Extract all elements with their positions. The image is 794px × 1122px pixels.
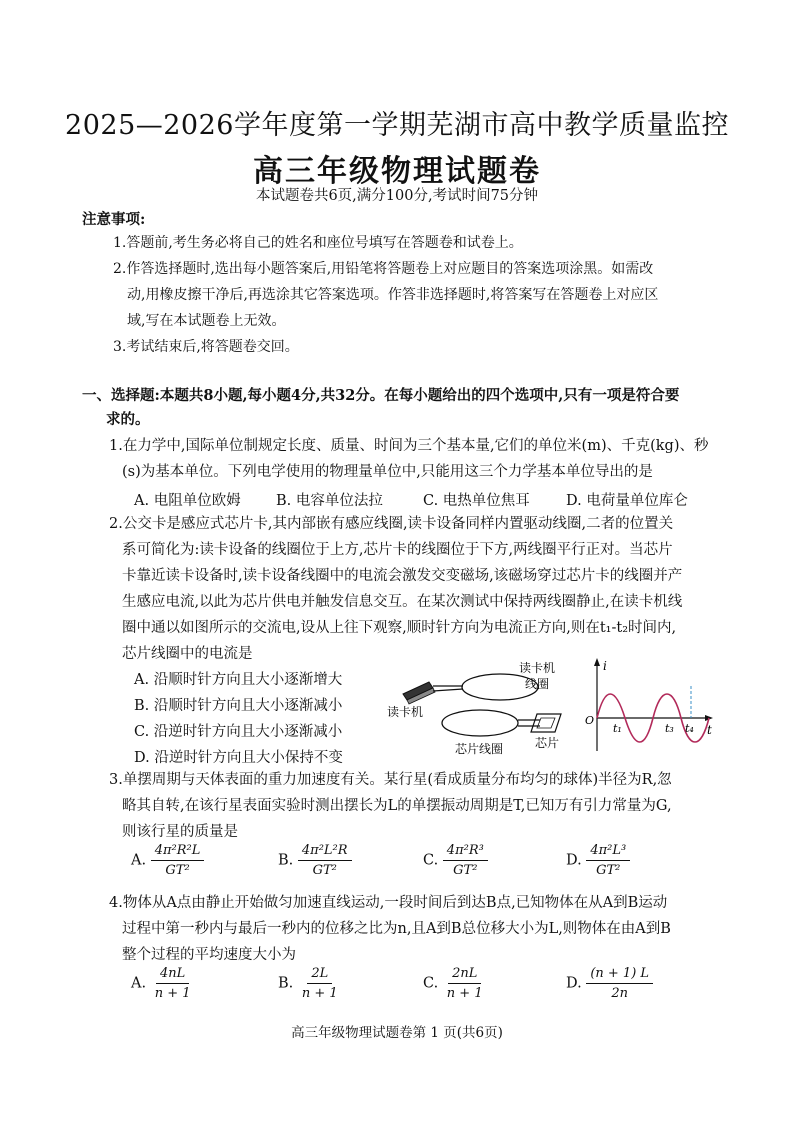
q3-b-den: GT²: [312, 863, 337, 878]
question-2-text: 系可简化为:读卡设备的线圈位于上方,芯片卡的线圈位于下方,两线圈平行正对。当芯片: [122, 542, 673, 558]
q4-option-a[interactable]: [131, 966, 195, 1001]
q4-b-den: n + 1: [301, 986, 338, 1001]
q1-option-a[interactable]: A. 电阻单位欧姆: [134, 493, 241, 509]
exam-meta: 本试题卷共6页,满分100分,考试时间75分钟: [255, 188, 539, 204]
q3-option-d-label: D.: [566, 852, 582, 869]
notice-heading: 注意事项:: [82, 211, 146, 228]
notice-item: 3.考试结束后,将答题卷交回。: [113, 339, 299, 355]
question-1-text: 1.在力学中,国际单位制规定长度、质量、时间为三个基本量,它们的单位米(m)、千克(kg)、秒: [109, 438, 709, 454]
q2-option-c[interactable]: C. 沿逆时针方向且大小逐渐减小: [134, 724, 343, 740]
q4-d-den: 2n: [611, 986, 629, 1001]
q1-option-c[interactable]: C. 电热单位焦耳: [423, 493, 530, 509]
question-2-text: 2.公交卡是感应式芯片卡,其内部嵌有感应线圈,读卡设备同样内置驱动线圈,二者的位置关: [109, 516, 674, 532]
question-2-text: 芯片线圈中的电流是: [122, 646, 253, 662]
q3-c-num: 4π²R³: [443, 843, 488, 861]
q3-c-den: GT²: [453, 863, 478, 878]
chip-icon: [531, 714, 561, 732]
q4-d-num: (n + 1) L: [586, 966, 653, 984]
t3-label: t₃: [665, 722, 674, 735]
q3-option-a[interactable]: [131, 843, 204, 878]
q4-a-num: 4nL: [156, 966, 189, 984]
q1-option-d[interactable]: D. 电荷量单位库仑: [566, 493, 688, 509]
chip-label: 芯片: [535, 736, 560, 750]
q4-option-b-label: B.: [278, 975, 294, 992]
exam-title: 2025—2026学年度第一学期芜湖市高中教学质量监控: [65, 110, 729, 141]
chip-coil-label: 芯片线圈: [455, 742, 504, 756]
q2-option-a[interactable]: A. 沿顺时针方向且大小逐渐增大: [134, 672, 343, 688]
q4-option-b[interactable]: [278, 966, 342, 1001]
q3-a-num: 4π²R²L: [151, 843, 205, 861]
reader-coil-label-1: 读卡机: [519, 661, 556, 675]
q4-b-num: 2L: [307, 966, 332, 984]
notice-item: 域,写在本试题卷上无效。: [127, 313, 286, 329]
page-footer: 高三年级物理试题卷第 1 页(共6页): [291, 1025, 503, 1041]
q4-option-c-label: C.: [423, 975, 439, 992]
origin-label: O: [585, 714, 595, 727]
q3-option-b[interactable]: [278, 843, 352, 878]
q2-option-d[interactable]: D. 沿逆时针方向且大小保持不变: [134, 750, 343, 766]
q3-d-den: GT²: [596, 863, 621, 878]
q4-option-a-label: A.: [131, 975, 147, 992]
q3-option-c[interactable]: [423, 843, 488, 878]
axis-t-label: t: [707, 723, 712, 737]
question-3-text: 3.单摆周期与天体表面的重力加速度有关。某行星(看成质量分布均匀的球体)半径为R,忽: [109, 772, 672, 788]
t1-label: t₁: [613, 722, 622, 735]
q4-option-c[interactable]: [423, 966, 487, 1001]
reader-coil-label-2: 线圈: [525, 677, 550, 691]
q3-option-a-label: A.: [131, 852, 147, 869]
question-3-text: 略其自转,在该行星表面实验时测出摆长为L的单摆振动周期是T,已知万有引力常量为G,: [122, 798, 672, 814]
t4-label: t₄: [685, 722, 694, 735]
q4-option-d[interactable]: [566, 966, 653, 1001]
section-heading-cont: 求的。: [106, 411, 150, 428]
q3-option-b-label: B.: [278, 852, 294, 869]
exam-subtitle: 高三年级物理试题卷: [253, 154, 541, 189]
q4-a-den: n + 1: [154, 986, 191, 1001]
question-3-text: 则该行星的质量是: [122, 824, 238, 840]
q4-c-num: 2nL: [448, 966, 481, 984]
q3-option-d[interactable]: [566, 843, 630, 878]
question-4-text: 过程中第一秒内与最后一秒内的位移之比为n,且A到B总位移大小为L,则物体在由A到B: [122, 921, 671, 937]
axis-i-label: i: [603, 659, 607, 673]
question-2-text: 生感应电流,以此为芯片供电并触发信息交互。在某次测试中保持两线圈静止,在读卡机线: [122, 594, 683, 610]
notice-item: 1.答题前,考生务必将自己的姓名和座位号填写在答题卷和试卷上。: [113, 235, 523, 251]
q3-b-num: 4π²L²R: [298, 843, 352, 861]
question-4-text: 4.物体从A点由静止开始做匀加速直线运动,一段时间后到达B点,已知物体在从A到B运动: [109, 895, 668, 911]
q1-option-b[interactable]: B. 电容单位法拉: [276, 493, 383, 509]
q4-c-den: n + 1: [446, 986, 483, 1001]
reader-device-label: 读卡机: [387, 705, 424, 719]
question-2-text: 圈中通以如图所示的交流电,设从上往下观察,顺时针方向为电流正方向,则在t₁-t₂时间内,: [122, 620, 677, 636]
chip-coil: [442, 710, 518, 736]
reader-device-icon: [403, 682, 435, 704]
q3-option-c-label: C.: [423, 852, 439, 869]
notice-item: 2.作答选择题时,选出每小题答案后,用铅笔将答题卷上对应题目的答案选项涂黑。如需改: [113, 261, 654, 277]
q2-option-b[interactable]: B. 沿顺时针方向且大小逐渐减小: [134, 698, 343, 714]
notice-item: 动,用橡皮擦干净后,再选涂其它答案选项。作答非选择题时,将答案写在答题卷上对应区: [127, 287, 659, 303]
q3-a-den: GT²: [165, 863, 190, 878]
question-4-text: 整个过程的平均速度大小为: [122, 947, 296, 963]
question-1-text: (s)为基本单位。下列电学使用的物理量单位中,只能用这三个力学基本单位导出的是: [122, 464, 653, 480]
question-2-text: 卡靠近读卡设备时,读卡设备线圈中的电流会激发交变磁场,该磁场穿过芯片卡的线圈并产: [122, 568, 683, 584]
coil-diagram: [385, 656, 585, 756]
section-heading: 一、选择题:本题共8小题,每小题4分,共32分。在每小题给出的四个选项中,只有一项是符合要: [82, 387, 680, 404]
q4-option-d-label: D.: [566, 975, 582, 992]
current-time-graph: [585, 656, 720, 756]
q3-d-num: 4π²L³: [586, 843, 630, 861]
